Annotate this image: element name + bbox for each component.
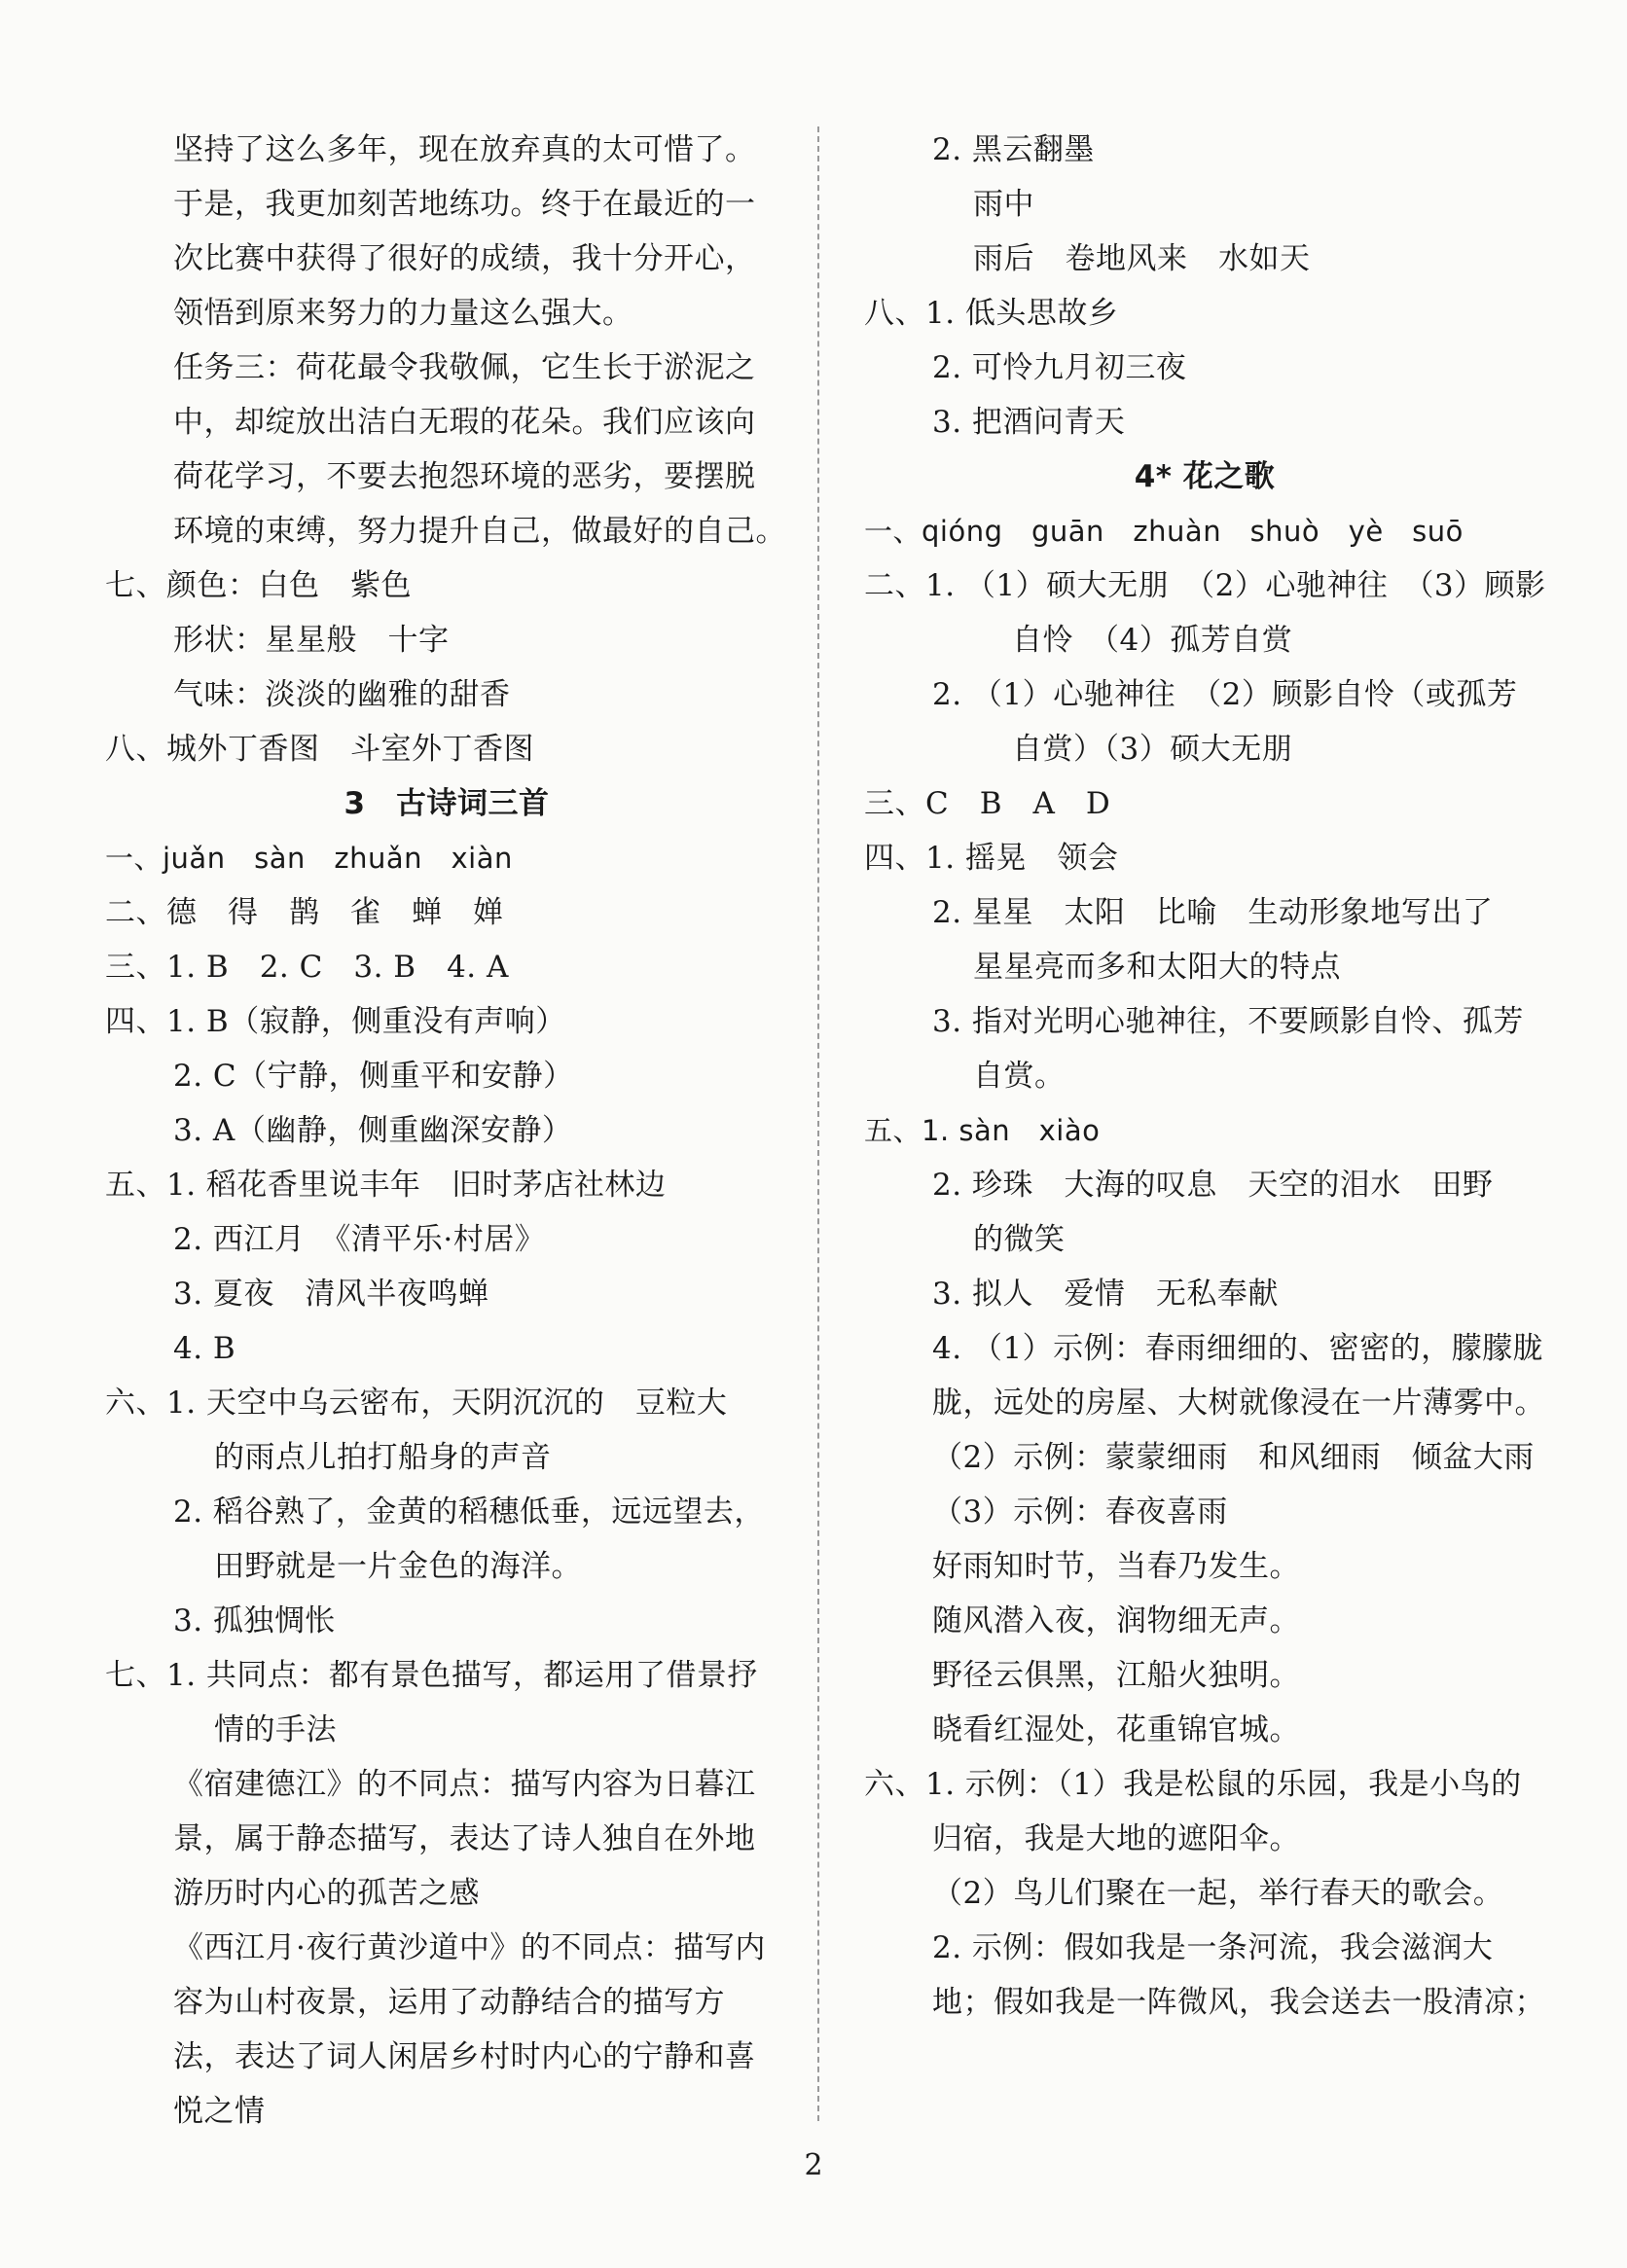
answer-line: 四、1. 摇晃 领会 [864, 841, 1119, 876]
answer-line: 环境的束缚，努力提升自己，做最好的自己。 [173, 514, 786, 549]
answer-line: 归宿，我是大地的遮阳伞。 [932, 1821, 1300, 1856]
answer-line: 好雨知时节，当春乃发生。 [932, 1549, 1300, 1584]
section-title: 3 古诗词三首 [343, 786, 550, 821]
answer-line: 2. 西江月 《清平乐·村居》 [173, 1222, 546, 1257]
answer-line: 二、1. （1）硕大无朋 （2）心驰神往 （3）顾影 [864, 568, 1546, 603]
answer-line: 的雨点儿拍打船身的声音 [214, 1440, 552, 1475]
answer-line: 2. C（宁静，侧重平和安静） [173, 1059, 574, 1094]
answer-line: 二、德 得 鹊 雀 蝉 婵 [105, 895, 504, 930]
answer-line: 气味：淡淡的幽雅的甜香 [173, 677, 511, 712]
answer-line: 3. 夏夜 清风半夜鸣蝉 [173, 1277, 489, 1312]
answer-line: （3）示例：春夜喜雨 [932, 1494, 1228, 1530]
answer-line: 任务三：荷花最令我敬佩，它生长于淤泥之 [173, 350, 756, 385]
answer-line: 三、C B A D [864, 786, 1111, 821]
answer-line: 4. （1）示例：春雨细细的、密密的，朦朦胧 [932, 1331, 1544, 1366]
answer-line: 法，表达了词人闲居乡村时内心的宁静和喜 [173, 2039, 756, 2074]
right-column [864, 123, 1545, 2030]
left-column [105, 123, 788, 2139]
answer-line: 2. 黑云翻墨 [932, 132, 1095, 167]
answer-line: 游历时内心的孤苦之感 [173, 1876, 480, 1911]
answer-line: 2. 稻谷熟了，金黄的稻穗低垂，远远望去， [173, 1494, 765, 1530]
answer-line: 一、juǎn sàn zhuǎn xiàn [105, 842, 513, 875]
answer-line: 随风潜入夜，润物细无声。 [932, 1603, 1300, 1638]
answer-line: 田野就是一片金色的海洋。 [214, 1549, 582, 1584]
answer-line: 2. 星星 太阳 比喻 生动形象地写出了 [932, 895, 1494, 930]
answer-line: 雨后 卷地风来 水如天 [973, 241, 1311, 276]
answer-line: 六、1. 示例：（1）我是松鼠的乐园，我是小鸟的 [864, 1767, 1522, 1802]
answer-line: 中，却绽放出洁白无瑕的花朵。我们应该向 [173, 405, 756, 440]
answer-line: 自赏）（3）硕大无朋 [1012, 732, 1293, 767]
answer-line: 领悟到原来努力的力量这么强大。 [173, 296, 633, 331]
answer-line: 3. 拟人 爱情 无私奉献 [932, 1277, 1279, 1312]
answer-line: 《西江月·夜行黄沙道中》的不同点：描写内 [173, 1930, 766, 1965]
answer-line: 晓看红湿处，花重锦官城。 [932, 1712, 1300, 1747]
answer-line: 荷花学习，不要去抱怨环境的恶劣，要摆脱 [173, 459, 756, 494]
answer-line: 星星亮而多和太阳大的特点 [973, 950, 1341, 985]
answer-line: 《宿建德江》的不同点：描写内容为日暮江 [173, 1767, 756, 1802]
answer-line: 一、qióng guān zhuàn shuò yè suō [864, 515, 1464, 548]
answer-line: 3. 孤独惆怅 [173, 1603, 336, 1638]
answer-line: （2）鸟儿们聚在一起，举行春天的歌会。 [932, 1876, 1504, 1911]
answer-line: 景，属于静态描写，表达了诗人独自在外地 [173, 1821, 756, 1856]
answer-line: 的微笑 [973, 1222, 1066, 1257]
answer-line: 形状：星星般 十字 [173, 623, 450, 658]
answer-line: 五、1. 稻花香里说丰年 旧时茅店社林边 [105, 1168, 667, 1203]
answer-line: 八、1. 低头思故乡 [864, 296, 1119, 331]
answer-line: 于是，我更加刻苦地练功。终于在最近的一 [173, 187, 756, 222]
answer-line: 三、1. B 2. C 3. B 4. A [105, 950, 509, 985]
answer-line: 4. B [173, 1331, 236, 1366]
answer-line: 自怜 （4）孤芳自赏 [1012, 623, 1293, 658]
answer-line: 八、城外丁香图 斗室外丁香图 [105, 732, 534, 767]
answer-line: 野径云俱黑，江船火独明。 [932, 1658, 1300, 1693]
answer-line: 四、1. B（寂静，侧重没有声响） [105, 1004, 566, 1039]
answer-line: 七、1. 共同点：都有景色描写，都运用了借景抒 [105, 1658, 758, 1693]
answer-line: 地；假如我是一阵微风，我会送去一股清凉； [932, 1985, 1545, 2020]
column-divider [817, 126, 819, 2121]
answer-line: 2. 示例：假如我是一条河流，我会滋润大 [932, 1930, 1494, 1965]
answer-line: 五、1. sàn xiào [864, 1114, 1101, 1147]
answer-line: 3. 指对光明心驰神往，不要顾影自怜、孤芳 [932, 1004, 1524, 1039]
answer-line: 雨中 [973, 187, 1034, 222]
answer-line: 容为山村夜景，运用了动静结合的描写方 [173, 1985, 725, 2020]
answer-line: 3. 把酒问青天 [932, 405, 1126, 440]
answer-line: 六、1. 天空中乌云密布，天阴沉沉的 豆粒大 [105, 1386, 728, 1421]
answer-line: 3. A（幽静，侧重幽深安静） [173, 1113, 573, 1148]
section-title: 4* 花之歌 [1134, 459, 1276, 494]
answer-line: 情的手法 [214, 1712, 337, 1747]
answer-line: 2. 可怜九月初三夜 [932, 350, 1187, 385]
answer-line: 七、颜色：白色 紫色 [105, 568, 412, 603]
answer-line: 胧，远处的房屋、大树就像浸在一片薄雾中。 [932, 1386, 1545, 1421]
answer-line: 自赏。 [973, 1059, 1066, 1094]
answer-line: 坚持了这么多年，现在放弃真的太可惜了。 [173, 132, 756, 167]
answer-line: 次比赛中获得了很好的成绩，我十分开心， [173, 241, 756, 276]
answer-line: 2. （1）心驰神往 （2）顾影自怜（或孤芳 [932, 677, 1518, 712]
answer-line: （2）示例：蒙蒙细雨 和风细雨 倾盆大雨 [932, 1440, 1535, 1475]
answer-line: 2. 珍珠 大海的叹息 天空的泪水 田野 [932, 1168, 1494, 1203]
page-number: 2 [804, 2148, 823, 2182]
answer-line: 悦之情 [173, 2094, 266, 2129]
